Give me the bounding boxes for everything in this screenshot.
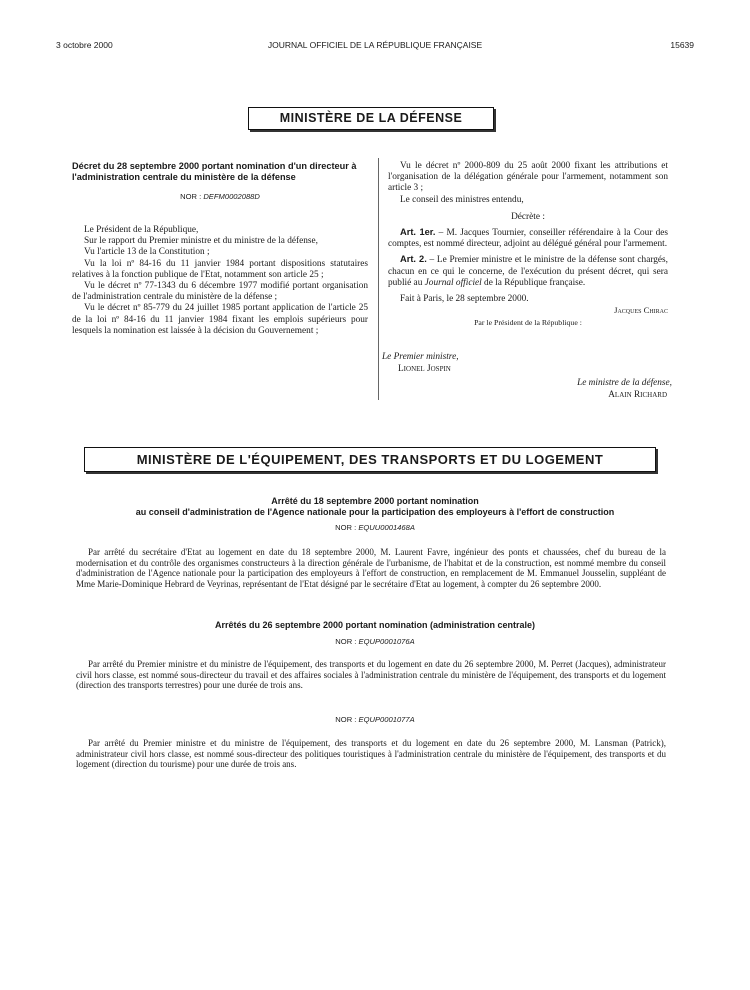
column-divider (378, 158, 379, 400)
visa-paragraph: Le Président de la République, (84, 225, 199, 235)
decrete-word: Décrète : (511, 211, 545, 222)
article-2-label: Art. 2. (400, 254, 427, 265)
article-2-journal: Journal officiel (424, 277, 482, 288)
visa-paragraph: Vu le décret nº 2000-809 du 25 août 2000 fixant les attributions et l'organisation de la délégation générale pour l'armement, notamment son article 3 ; (388, 161, 668, 194)
visa-paragraph: Sur le rapport du Premier ministre et du ministre de la défense, (84, 236, 318, 247)
header-page-number: 15639 (670, 40, 694, 50)
visa-paragraph: Vu le décret nº 77-1343 du 6 décembre 1977 modifié portant organisation de l'administration centrale du ministère de la défense ; (72, 281, 368, 303)
nor-label: NOR : (335, 715, 357, 724)
nor-label: NOR : (335, 523, 357, 532)
decree-right-column (388, 161, 668, 329)
nor-code: EQUP0001077A (358, 715, 415, 724)
ministry-defense-heading: MINISTÈRE DE LA DÉFENSE (248, 107, 494, 130)
nor-code: EQUU0001468A (358, 523, 415, 532)
arrete-1-text: Par arrêté du secrétaire d'Etat au logement en date du 18 septembre 2000, M. Laurent Favre, ingénieur des ponts et chaussées, chef du bureau de la modernisation et du contrôle des organismes constructeurs à la direction générale de l'urbanisme, de l'habitat et de la construction, est nommé membre du conseil d'administration de l'Agence nationale pour la participation des employeurs à l'effort de construction, en remplacement de M. Emmanuel Jousselin, suppléant de Mme Marie-Dominique Hebrard de Veyrinas, représentant de l'Etat désigné par le secrétaire d'Etat au logement, à compter du 26 septembre 2000. (76, 547, 666, 589)
arrete-1-title-line2: au conseil d'administration de l'Agence nationale pour la participation des employeurs à l'effort de construction (135, 506, 615, 517)
signatures (382, 352, 672, 401)
arrete-3-nor (60, 715, 690, 724)
arretes-2-title: Arrêtés du 26 septembre 2000 portant nomination (administration centrale) (214, 620, 536, 630)
visa-paragraph: Vu le décret nº 85-779 du 24 juillet 1985 portant application de l'article 25 de la loi nº 84-16 du 11 janvier 1984 fixant les emplois supérieurs pour lesquels la nomination est laissée à la décision du Gouvernement ; (72, 303, 368, 336)
nor-code: EQUP0001076A (358, 637, 415, 646)
signer-president: Jacques Chirac (614, 305, 668, 316)
nor-label: NOR : (335, 637, 357, 646)
nor-label: NOR : (180, 192, 202, 201)
arrete-1-title (60, 496, 690, 517)
arrete-3-text: Par arrêté du Premier ministre et du ministre de l'équipement, des transports et du logement en date du 26 septembre 2000, M. Lansman (Patrick), administrateur civil hors classe, est nommé sous-directeur des politiques touristiques à l'administration centrale du ministère de l'équipement, des transports et du logement (direction du tourisme) pour une durée de trois ans. (76, 738, 666, 769)
by-president: Par le Président de la République : (474, 318, 582, 328)
visa-paragraph: Vu l'article 13 de la Constitution ; (84, 247, 210, 258)
article-2-text: – Le Premier ministre et le ministre de la défense sont chargés, chacun en ce qui le concerne, de l'exécution du présent décret, qui sera publié au (388, 255, 668, 288)
article-1-text: – M. Jacques Tournier, conseiller référendaire à la Cour des comptes, est nommé directeur, adjoint au délégué général pour l'armement. (388, 228, 668, 250)
article-1-label: Art. 1er. (400, 227, 436, 238)
header-date: 3 octobre 2000 (56, 40, 113, 50)
article-2-text-end: de la République française. (481, 277, 586, 288)
decree-title: Décret du 28 septembre 2000 portant nomination d'un directeur à l'administration centrale du ministère de la défense (72, 161, 357, 182)
arrete-1-nor (60, 523, 690, 532)
decree-left-column (72, 161, 368, 337)
article-1 (388, 227, 668, 250)
decree-nor (72, 192, 368, 201)
visa-paragraph: Le conseil des ministres entendu, (400, 194, 524, 205)
defense-minister-title: Le ministre de la défense, (577, 378, 672, 388)
arrete-2-text: Par arrêté du Premier ministre et du ministre de l'équipement, des transports et du logement en date du 26 septembre 2000, M. Perret (Jacques), administrateur civil hors classe, est nommé sous-directeur du travail et des affaires sociales à l'administration centrale du ministère de l'équipement, des transports et du logement (direction des transports terrestres) pour une durée de trois ans. (76, 659, 666, 690)
pm-name: Lionel Jospin (398, 363, 451, 374)
pm-title: Le Premier ministre, (382, 352, 459, 362)
arrete-1-title-line1: Arrêté du 18 septembre 2000 portant nomination (271, 496, 479, 506)
decree-visas (72, 225, 368, 337)
article-2 (388, 254, 668, 289)
arrete-2-nor (60, 637, 690, 646)
visa-paragraph: Vu la loi nº 84-16 du 11 janvier 1984 portant dispositions statutaires relatives à la fonction publique de l'Etat, notamment son article 25 ; (72, 258, 368, 280)
done-at: Fait à Paris, le 28 septembre 2000. (400, 294, 529, 305)
header-journal: JOURNAL OFFICIEL DE LA RÉPUBLIQUE FRANÇAISE (267, 40, 483, 50)
defense-minister-name: Alain Richard (608, 389, 667, 400)
nor-code: DEFM0002088D (203, 192, 260, 201)
ministry-equipment-heading: MINISTÈRE DE L'ÉQUIPEMENT, DES TRANSPORTS ET DU LOGEMENT (84, 447, 656, 472)
